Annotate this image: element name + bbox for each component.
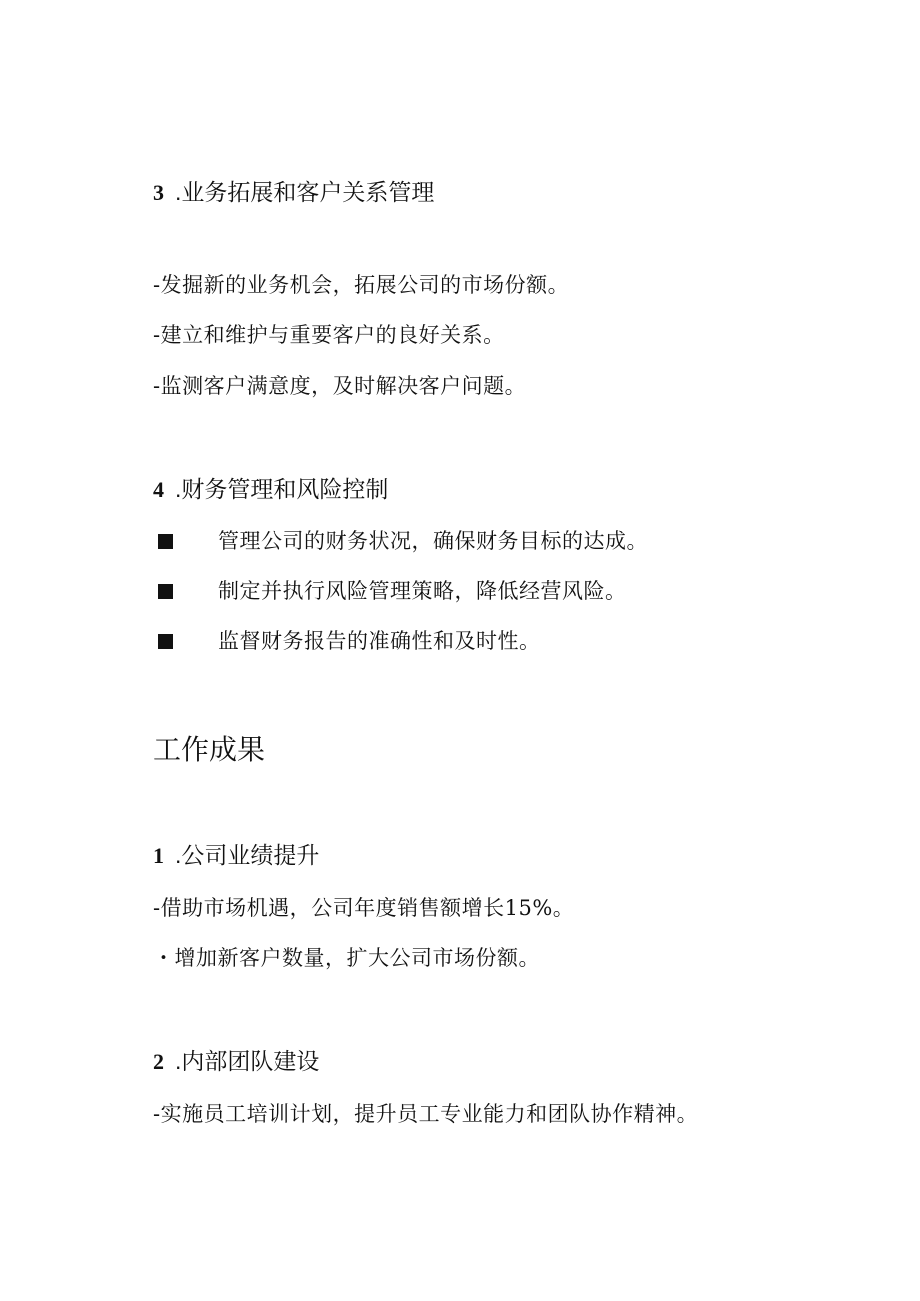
section-4-item-3: 监督财务报告的准确性和及时性。 [218,629,541,653]
result-1-heading [153,844,319,868]
square-bullet-icon [158,584,173,599]
square-bullet-icon [158,634,173,649]
section-4-item-1: 管理公司的财务状况，确保财务目标的达成。 [218,529,648,553]
section-3-item-1: -发掘新的业务机会，拓展公司的市场份额。 [153,273,570,297]
section-3-title: .业务拓展和客户关系管理 [175,179,435,205]
section-4-heading [153,478,388,502]
result-2-title: .内部团队建设 [175,1048,320,1074]
section-4-title: .财务管理和风险控制 [175,476,389,502]
section-3-item-3: -监测客户满意度，及时解决客户问题。 [153,374,527,398]
section-4-number: 4 [153,477,164,502]
result-1-title: .公司业绩提升 [175,842,320,868]
result-2-item-1: -实施员工培训计划，提升员工专业能力和团队协作精神。 [153,1102,699,1126]
section-3-heading [153,181,434,205]
section-3-item-2: -建立和维护与重要客户的良好关系。 [153,323,505,347]
result-2-number: 2 [153,1049,164,1074]
result-1-item-1: -借助市场机遇，公司年度销售额增长15%。 [153,896,575,920]
section-4-item-2: 制定并执行风险管理策略，降低经营风险。 [218,579,627,603]
square-bullet-icon [158,534,173,549]
result-1-number: 1 [153,843,164,868]
section-3-number: 3 [153,180,164,205]
result-1-item-2: ・增加新客户数量，扩大公司市场份额。 [153,946,540,970]
result-2-heading [153,1050,319,1074]
results-title: 工作成果 [153,733,266,766]
